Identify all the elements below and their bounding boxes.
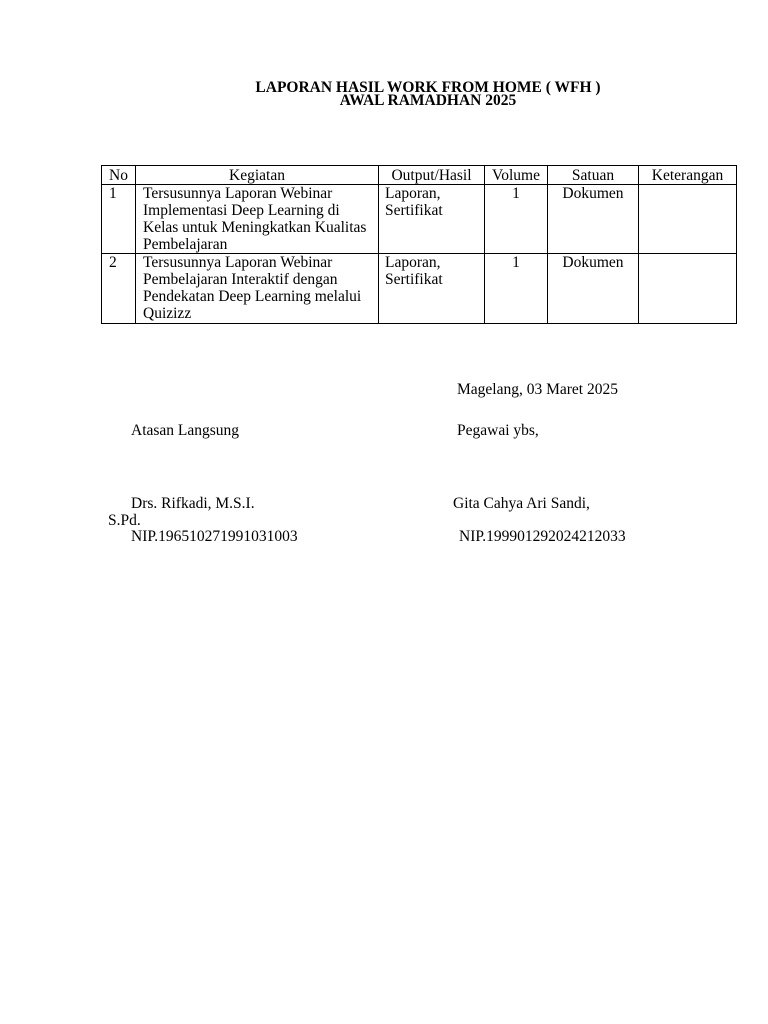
employee-name-degree: S.Pd.	[108, 512, 141, 529]
kegiatan-line: Tersusunnya Laporan Webinar	[143, 185, 333, 202]
output-line: Laporan,	[385, 254, 441, 271]
output-line: Sertifikat	[385, 202, 443, 219]
table-cell-output	[379, 185, 485, 254]
table-cell-kegiatan	[136, 254, 379, 324]
output-line: Sertifikat	[385, 271, 443, 288]
kegiatan-line: Pendekatan Deep Learning melalui	[143, 288, 362, 305]
place-date: Magelang, 03 Maret 2025	[457, 381, 618, 398]
table-header-output: Output/Hasil	[379, 166, 485, 185]
supervisor-name: Drs. Rifkadi, M.S.I.	[131, 495, 255, 512]
table-header-keterangan: Keterangan	[639, 166, 737, 185]
table-header-kegiatan: Kegiatan	[136, 166, 379, 185]
kegiatan-line: Pembelajaran Interaktif dengan	[143, 271, 338, 288]
kegiatan-line: Tersusunnya Laporan Webinar	[143, 254, 333, 271]
table-cell-keterangan	[639, 254, 737, 324]
table-header-satuan: Satuan	[548, 166, 639, 185]
table-cell-no: 1	[102, 185, 136, 254]
table-header-volume: Volume	[485, 166, 548, 185]
kegiatan-line: Pembelajaran	[143, 236, 228, 253]
document-title	[178, 81, 678, 107]
employee-name: Gita Cahya Ari Sandi,	[453, 495, 590, 512]
output-line: Laporan,	[385, 185, 441, 202]
table-cell-kegiatan	[136, 185, 379, 254]
kegiatan-line: Quizizz	[143, 305, 192, 322]
kegiatan-line: Implementasi Deep Learning di	[143, 202, 340, 219]
table-cell-keterangan	[639, 185, 737, 254]
activity-table	[101, 165, 737, 324]
supervisor-nip: NIP.196510271991031003	[131, 528, 298, 545]
title-line-1: LAPORAN HASIL WORK FROM HOME ( WFH )	[255, 79, 601, 96]
title-line-2: AWAL RAMADHAN 2025	[339, 92, 517, 109]
table-header-no: No	[102, 166, 136, 185]
table-cell-volume: 1	[485, 185, 548, 254]
table-cell-satuan: Dokumen	[548, 254, 639, 324]
table-cell-volume: 1	[485, 254, 548, 324]
table-cell-satuan: Dokumen	[548, 185, 639, 254]
employee-nip: NIP.199901292024212033	[459, 528, 626, 545]
table-cell-output	[379, 254, 485, 324]
supervisor-role: Atasan Langsung	[131, 422, 240, 439]
table-cell-no: 2	[102, 254, 136, 324]
kegiatan-line: Kelas untuk Meningkatkan Kualitas	[143, 219, 367, 236]
employee-role: Pegawai ybs,	[457, 422, 539, 439]
